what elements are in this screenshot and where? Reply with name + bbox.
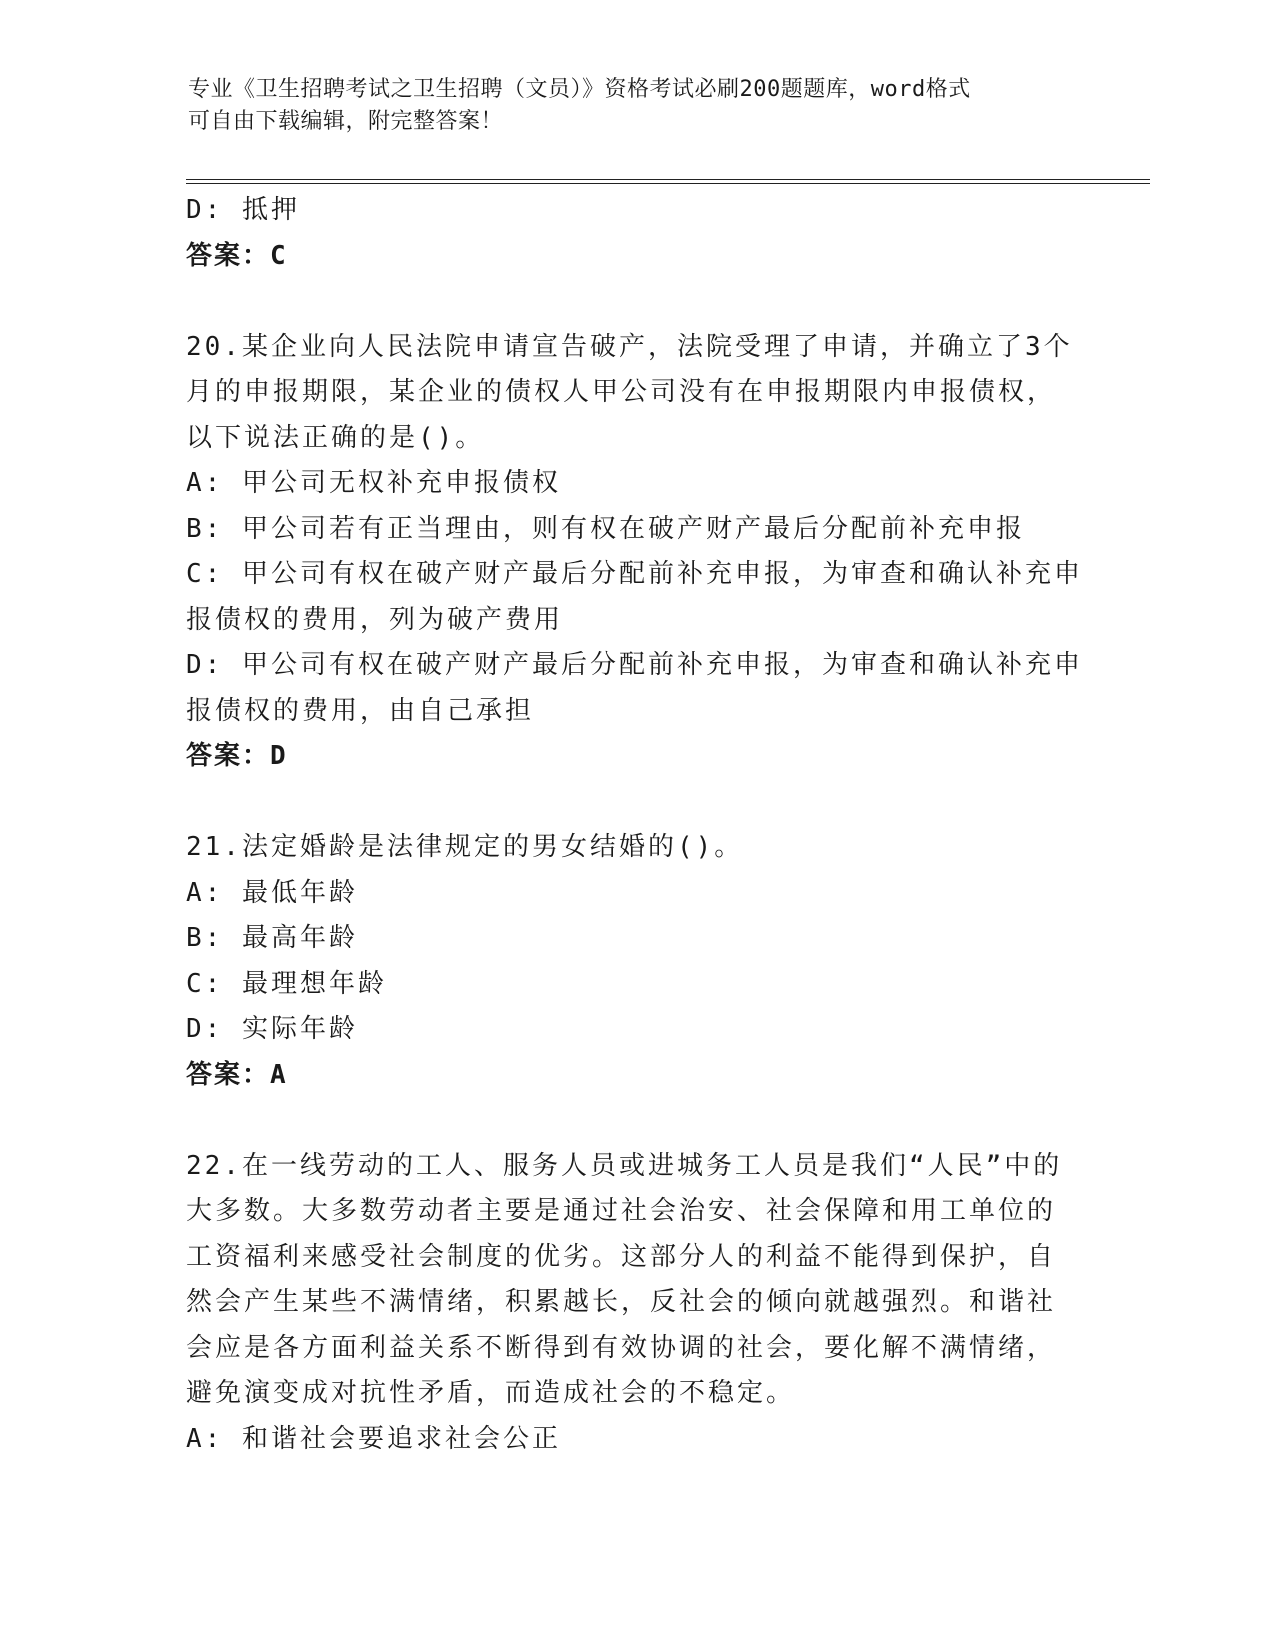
question-stem-line: 会应是各方面利益关系不断得到有效协调的社会，要化解不满情绪， bbox=[186, 1332, 1057, 1363]
document-header bbox=[188, 74, 1068, 138]
previous-question-tail bbox=[186, 188, 1086, 279]
question-22 bbox=[186, 1144, 1086, 1463]
option-d: D: 甲公司有权在破产财产最后分配前补充申报，为审查和确认补充申 bbox=[186, 650, 1083, 680]
option-a: A: 甲公司无权补充申报债权 bbox=[186, 468, 561, 498]
header-line-1: 专业《卫生招聘考试之卫生招聘（文员）》资格考试必刷200题题库，word格式 bbox=[188, 77, 971, 102]
answer: 答案：C bbox=[186, 240, 288, 271]
option-a: A: 和谐社会要追求社会公正 bbox=[186, 1423, 561, 1454]
question-stem-line: 以下说法正确的是()。 bbox=[186, 422, 485, 453]
question-20 bbox=[186, 325, 1086, 780]
spacer bbox=[186, 279, 1086, 325]
option-a: A: 最低年龄 bbox=[186, 877, 358, 908]
answer: 答案：D bbox=[186, 741, 288, 771]
question-21 bbox=[186, 825, 1086, 1098]
option-b: B: 甲公司若有正当理由，则有权在破产财产最后分配前补充申报 bbox=[186, 513, 1025, 544]
option-c: C: 最理想年龄 bbox=[186, 968, 387, 999]
option-b: B: 最高年龄 bbox=[186, 923, 358, 953]
answer: 答案：A bbox=[186, 1059, 288, 1090]
spacer bbox=[186, 780, 1086, 826]
option-d: D: 实际年龄 bbox=[186, 1014, 358, 1044]
spacer bbox=[186, 1098, 1086, 1144]
question-stem-line: 22.在一线劳动的工人、服务人员或进城务工人员是我们“人民”中的 bbox=[186, 1150, 1063, 1181]
header-rule-bottom bbox=[186, 183, 1150, 184]
header-rule-top bbox=[186, 179, 1150, 180]
header-line-2: 可自由下载编辑，附完整答案！ bbox=[188, 109, 504, 134]
question-content bbox=[186, 188, 1086, 1462]
question-stem-line: 21.法定婚龄是法律规定的男女结婚的()。 bbox=[186, 832, 744, 862]
question-stem-line: 然会产生某些不满情绪，积累越长，反社会的倾向就越强烈。和谐社 bbox=[186, 1287, 1057, 1317]
option-d: D: 抵押 bbox=[186, 195, 300, 225]
question-stem-line: 20.某企业向人民法院申请宣告破产，法院受理了申请，并确立了3个 bbox=[186, 331, 1073, 362]
option-c-continued: 报债权的费用，列为破产费用 bbox=[186, 604, 564, 635]
option-c: C: 甲公司有权在破产财产最后分配前补充申报，为审查和确认补充申 bbox=[186, 559, 1083, 589]
question-stem-line: 工资福利来感受社会制度的优劣。这部分人的利益不能得到保护，自 bbox=[186, 1241, 1057, 1272]
option-d-continued: 报债权的费用，由自己承担 bbox=[186, 695, 535, 726]
question-stem-line: 大多数。大多数劳动者主要是通过社会治安、社会保障和用工单位的 bbox=[186, 1196, 1057, 1226]
question-stem-line: 月的申报期限，某企业的债权人甲公司没有在申报期限内申报债权， bbox=[186, 377, 1057, 407]
question-stem-line: 避免演变成对抗性矛盾，而造成社会的不稳定。 bbox=[186, 1378, 796, 1408]
